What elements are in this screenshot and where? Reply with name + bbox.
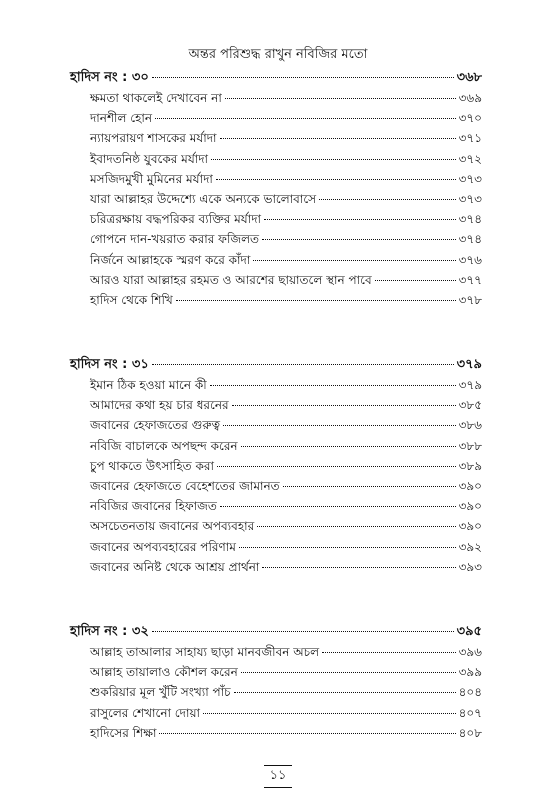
section-heading[interactable]	[70, 355, 482, 377]
dot-leader	[234, 692, 456, 693]
dot-leader	[375, 280, 456, 281]
entry-page: ৩৮৬	[458, 418, 482, 433]
toc-entry[interactable]	[90, 438, 482, 458]
toc-entry[interactable]	[90, 211, 482, 231]
section-heading[interactable]	[70, 68, 482, 90]
toc-entry[interactable]	[90, 90, 482, 110]
toc-entry[interactable]	[90, 458, 482, 478]
entry-page: ৩৮৯	[458, 458, 482, 473]
dot-leader	[283, 486, 456, 487]
entry-page: ৩৭৩	[458, 171, 482, 186]
dot-leader	[155, 118, 456, 119]
entry-label: নবিজি বাচালকে অপছন্দ করেন	[90, 438, 238, 453]
toc-entry[interactable]	[90, 684, 482, 704]
dot-leader	[152, 364, 454, 365]
section-title: হাদিস নং : ৩১	[70, 357, 149, 372]
dot-leader	[220, 506, 456, 507]
dot-leader	[203, 713, 456, 714]
entry-page: ৩৯০	[458, 519, 482, 534]
entry-label: ন্যায়পরায়ণ শাসকের মর্যাদা	[90, 131, 217, 146]
entry-label: নবিজির জবানের হিফাজত	[90, 499, 217, 514]
dot-leader	[322, 652, 456, 653]
entry-label: রাসুলের শেখানো দোয়া	[90, 705, 200, 720]
entry-label: জবানের হেফাজতে বেহেশতের জামানত	[90, 478, 280, 493]
entry-label: ক্ষমতা থাকলেই দেখাবেন না	[90, 91, 222, 105]
entry-page: ৩৯৯	[458, 665, 482, 680]
entry-page: ৪০৪	[458, 685, 482, 700]
entry-page: ৩৮৮	[458, 438, 482, 453]
entry-label: জবানের অনিষ্ট থেকে আশ্রয় প্রার্থনা	[90, 559, 260, 574]
entry-label: মসজিদমুখী মুমিনের মর্যাদা	[90, 171, 213, 186]
entry-page: ৪০৭	[458, 705, 482, 720]
toc-entry[interactable]	[90, 231, 482, 251]
entry-label: দানশীল হোন	[90, 111, 153, 126]
entry-label: জবানের হেফাজতের গুরুত্ব	[90, 418, 221, 433]
dot-leader	[159, 733, 455, 734]
toc-entry[interactable]	[90, 292, 482, 312]
entry-page: ৩৯২	[458, 539, 482, 554]
entry-page: ৩৭৮	[458, 292, 482, 307]
section-page: ৩৯৫	[456, 624, 482, 639]
entry-label: চুপ থাকতে উৎসাহিত করা	[90, 458, 214, 473]
entry-page: ৩৭০	[458, 111, 482, 126]
entry-label: নির্জনে আল্লাহকে স্মরণ করে কাঁদা	[90, 252, 251, 267]
entry-page: ৩৭২	[458, 151, 482, 166]
toc-entry[interactable]	[90, 272, 482, 292]
toc-entry[interactable]	[90, 644, 482, 664]
dot-leader	[241, 446, 456, 447]
toc-entry[interactable]	[90, 518, 482, 538]
dot-leader	[223, 425, 456, 426]
entry-page: ৩৮৫	[458, 398, 482, 413]
entry-page: ৩৭৪	[458, 232, 482, 247]
entry-page: ৪০৮	[458, 725, 482, 740]
dot-leader	[225, 98, 456, 99]
dot-leader	[257, 526, 455, 527]
entry-page: ৩৭৪	[458, 212, 482, 227]
entry-label: অসচেতনতায় জবানের অপব্যবহার	[90, 519, 255, 534]
toc-section-30	[70, 68, 482, 312]
entry-label: জবানের অপব্যবহারের পরিণাম	[90, 539, 236, 554]
entry-label: ইমান ঠিক হওয়া মানে কী	[90, 378, 207, 392]
toc-entry[interactable]	[90, 539, 482, 559]
toc-entry[interactable]	[90, 151, 482, 171]
dot-leader	[211, 159, 456, 160]
dot-leader	[220, 138, 456, 139]
entry-label: শুকরিয়ার মূল খুঁটি সংখ্যা পাঁচ	[90, 685, 231, 700]
entry-label: আমাদের কথা হয় চার ধরনের	[90, 398, 229, 413]
entry-label: আল্লাহ তায়ালাও কৌশল করেন	[90, 665, 238, 680]
entry-page: ৩৬৯	[458, 91, 482, 105]
section-heading[interactable]	[70, 622, 482, 644]
entry-label: গোপনে দান-খয়রাত করার ফজিলত	[90, 232, 260, 247]
entry-page: ৩৯০	[458, 478, 482, 493]
toc-entry[interactable]	[90, 130, 482, 150]
toc-entry[interactable]	[90, 171, 482, 191]
entry-label: চরিত্ররক্ষায় বদ্ধপরিকর ব্যক্তির মর্যাদা	[90, 212, 261, 227]
toc-entry[interactable]	[90, 705, 482, 725]
page-number: ১১	[264, 765, 293, 788]
dot-leader	[253, 260, 455, 261]
entry-label: আল্লাহ তাআলার সাহায্য ছাড়া মানবজীবন অচল	[90, 645, 320, 659]
entry-page: ৩৭৭	[458, 272, 482, 287]
dot-leader	[176, 300, 456, 301]
entry-page: ৩৭৬	[458, 252, 482, 267]
dot-leader	[216, 179, 456, 180]
section-title: হাদিস নং : ৩০	[70, 70, 149, 85]
dot-leader	[239, 547, 456, 548]
toc-entry[interactable]	[90, 498, 482, 518]
toc-entry[interactable]	[90, 559, 482, 579]
section-title: হাদিস নং : ৩২	[70, 624, 149, 639]
dot-leader	[319, 199, 455, 200]
dot-leader	[217, 466, 456, 467]
entry-page: ৩৯৩	[458, 559, 482, 574]
dot-leader	[264, 219, 456, 220]
entry-page: ৩৭১	[458, 131, 482, 146]
dot-leader	[262, 239, 456, 240]
toc-entry[interactable]	[90, 664, 482, 684]
entry-page: ৩৯৬	[458, 645, 482, 659]
entry-label: আরও যারা আল্লাহর রহমত ও আরশের ছায়াতলে স্থান পাবে	[90, 272, 372, 287]
section-page: ৩৬৮	[456, 70, 482, 85]
toc-entry[interactable]	[90, 191, 482, 211]
entry-page: ৩৭৯	[458, 378, 482, 392]
toc-entry[interactable]	[90, 725, 482, 745]
entry-label: যারা আল্লাহর উদ্দেশ্যে একে অন্যকে ভালোবাসে	[90, 191, 317, 206]
entry-page: ৩৯০	[458, 499, 482, 514]
entry-page: ৩৭৩	[458, 191, 482, 206]
dot-leader	[152, 77, 454, 78]
toc-entry[interactable]	[90, 478, 482, 498]
toc-entry[interactable]	[90, 397, 482, 417]
toc-entry[interactable]	[90, 417, 482, 437]
entry-label: ইবাদতনিষ্ঠ যুবকের মর্যাদা	[90, 151, 209, 166]
toc-entry[interactable]	[90, 110, 482, 130]
dot-leader	[262, 567, 455, 568]
toc-section-32	[70, 622, 482, 745]
page-footer	[0, 765, 556, 788]
running-header: অন্তর পরিশুদ্ধ রাখুন নবিজির মতো	[188, 47, 368, 62]
section-page: ৩৭৯	[456, 357, 482, 372]
entry-label: হাদিস থেকে শিখি	[90, 292, 173, 307]
entry-label: হাদিসের শিক্ষা	[90, 725, 157, 740]
dot-leader	[232, 405, 456, 406]
toc-entry[interactable]	[90, 252, 482, 272]
dot-leader	[241, 672, 456, 673]
dot-leader	[152, 631, 454, 632]
dot-leader	[210, 385, 456, 386]
toc-entry[interactable]	[90, 377, 482, 397]
toc-section-31	[70, 355, 482, 579]
